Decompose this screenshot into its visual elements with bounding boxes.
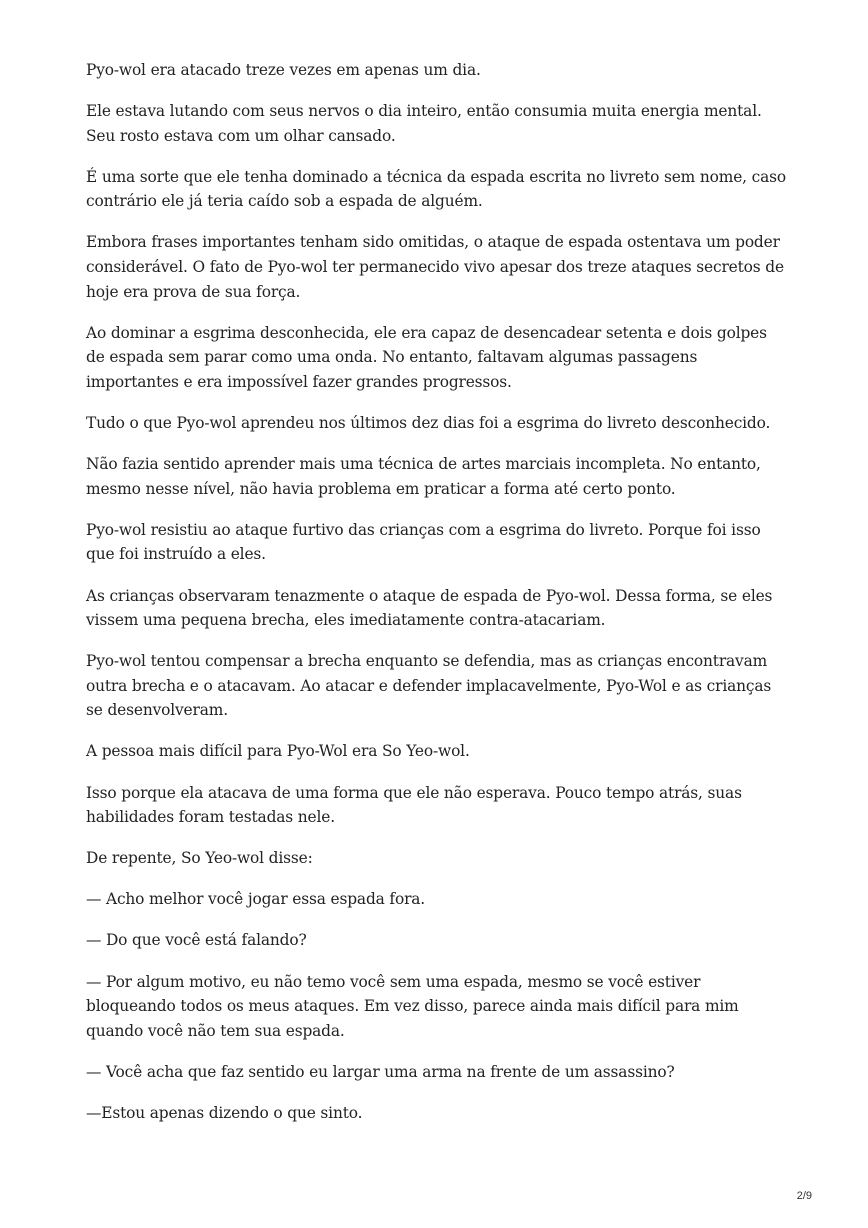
dialogue-line: — Do que você está falando? [86,931,307,950]
dialogue-line: — Você acha que faz sentido eu largar uma arma na frente de um assassino? [86,1062,675,1081]
page-number: 2/9 [796,1190,812,1202]
paragraph: As crianças observaram tenazmente o ataque de espada de Pyo-wol. Dessa forma, se eles vissem uma pequena brecha, eles imediatamente contra-atacariam. [86,586,773,630]
paragraph: De repente, So Yeo-wol disse: [86,849,313,868]
dialogue-line: —Estou apenas dizendo o que sinto. [86,1103,363,1122]
paragraph: Ao dominar a esgrima desconhecida, ele era capaz de desencadear setenta e dois golpes de espada sem parar como uma onda. No entanto, faltavam algumas passagens importantes e era impossível fazer grandes progressos. [86,323,767,391]
paragraph: Embora frases importantes tenham sido omitidas, o ataque de espada ostentava um poder considerável. O fato de Pyo-wol ter permanecido vivo apesar dos treze ataques secretos de hoje era prova de sua força. [86,233,784,301]
paragraph: A pessoa mais difícil para Pyo-Wol era So Yeo-wol. [86,742,470,761]
dialogue-line: — Por algum motivo, eu não temo você sem uma espada, mesmo se você estiver bloqueando todos os meus ataques. Em vez disso, parece ainda mais difícil para mim quando você não tem sua espada. [86,972,739,1040]
paragraph: Pyo-wol era atacado treze vezes em apenas um dia. [86,61,481,79]
paragraph: É uma sorte que ele tenha dominado a técnica da espada escrita no livreto sem nome, caso contrário ele já teria caído sob a espada de alguém. [86,167,786,211]
paragraph: Ele estava lutando com seus nervos o dia inteiro, então consumia muita energia mental. Seu rosto estava com um olhar cansado. [86,102,762,145]
paragraph: Não fazia sentido aprender mais uma técnica de artes marciais incompleta. No entanto, mesmo nesse nível, não havia problema em praticar a forma até certo ponto. [86,455,761,498]
paragraph: Isso porque ela atacava de uma forma que ele não esperava. Pouco tempo atrás, suas habilidades foram testadas nele. [86,783,742,827]
document-body [86,58,786,1142]
paragraph: Tudo o que Pyo-wol aprendeu nos últimos dez dias foi a esgrima do livreto desconhecido. [86,414,771,433]
paragraph: Pyo-wol resistiu ao ataque furtivo das crianças com a esgrima do livreto. Porque foi isso que foi instruído a eles. [86,520,761,564]
dialogue-line: — Acho melhor você jogar essa espada fora. [86,890,426,909]
paragraph: Pyo-wol tentou compensar a brecha enquanto se defendia, mas as crianças encontravam outra brecha e o atacavam. Ao atacar e defender implacavelmente, Pyo-Wol e as crianças se desenvolveram. [86,652,772,720]
